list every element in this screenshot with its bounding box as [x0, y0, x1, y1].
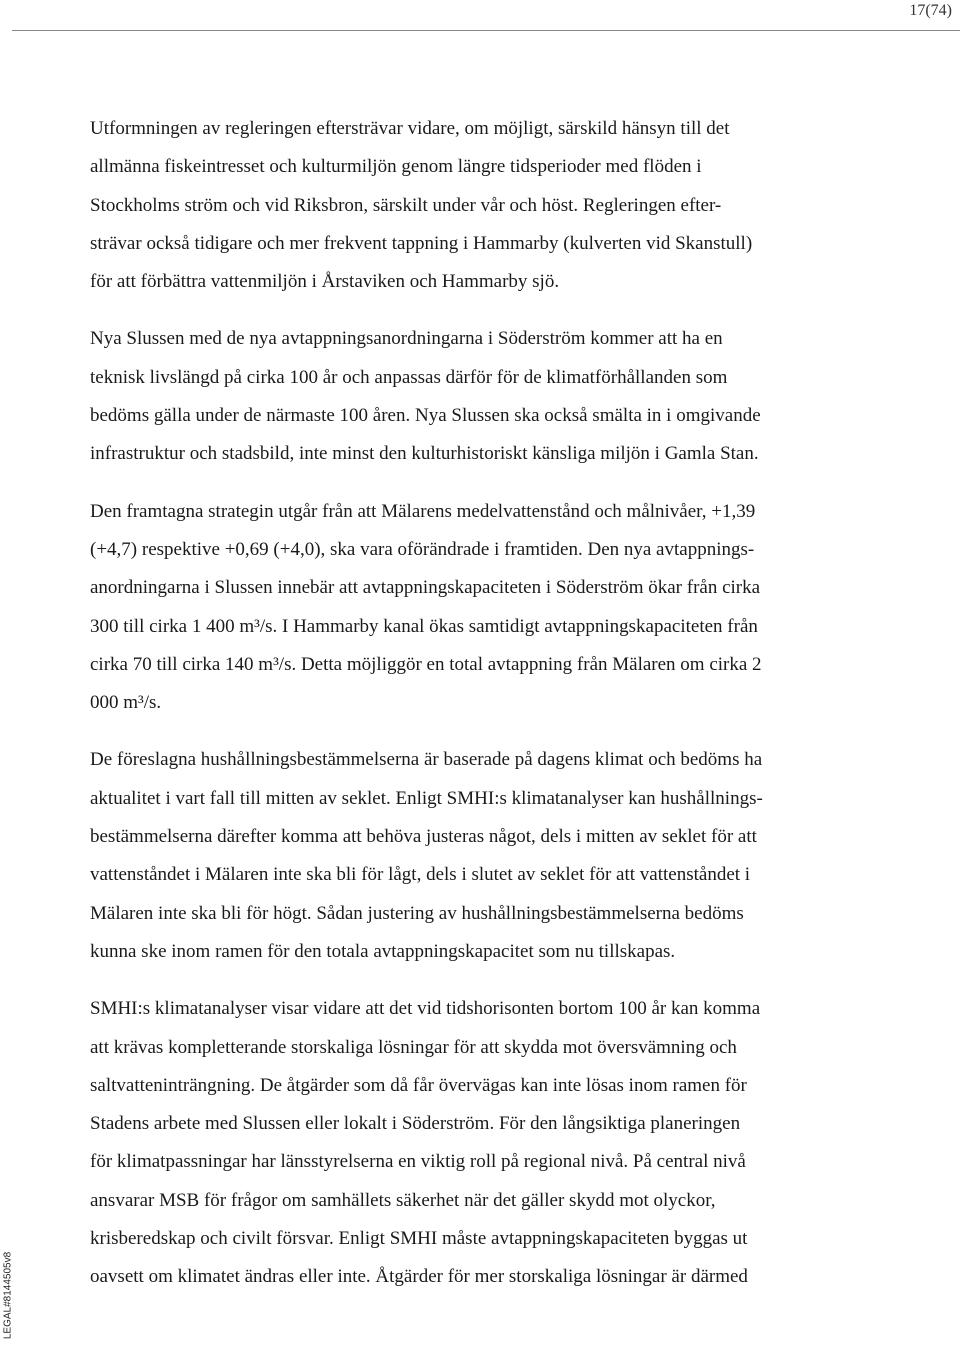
paragraph-5	[90, 990, 890, 1296]
text-line: aktualitet i vart fall till mitten av seklet. Enligt SMHI:s klimatanalyser kan hushållnings-	[90, 787, 763, 809]
page-number: 17(74)	[909, 2, 952, 19]
text-line: för klimatpassningar har länsstyrelserna en viktig roll på regional nivå. På central nivå	[90, 1151, 746, 1173]
text-line: bestämmelserna därefter komma att behöva justeras något, dels i mitten av seklet för att	[90, 826, 757, 848]
paragraph-2	[90, 320, 890, 473]
text-line: teknisk livslängd på cirka 100 år och anpassas därför för de klimatförhållanden som	[90, 366, 728, 388]
text-line: kunna ske inom ramen för den totala avtappningskapacitet som nu tillskapas.	[90, 940, 676, 962]
document-body	[90, 110, 890, 1316]
text-line: krisberedskap och civilt försvar. Enligt SMHI måste avtappningskapaciteten byggas ut	[90, 1228, 748, 1250]
document-id-stamp: LEGAL#8144505v8	[2, 1251, 14, 1340]
text-line: anordningarna i Slussen innebär att avtappningskapaciteten i Söderström ökar från cirka	[90, 577, 761, 599]
text-line: vattenståndet i Mälaren inte ska bli för lågt, dels i slutet av seklet för att vattenståndet i	[90, 864, 751, 886]
text-line: för att förbättra vattenmiljön i Årstaviken och Hammarby sjö.	[90, 271, 560, 293]
text-line: 300 till cirka 1 400 m³/s. I Hammarby kanal ökas samtidigt avtappningskapaciteten från	[90, 615, 758, 637]
text-line: SMHI:s klimatanalyser visar vidare att det vid tidshorisonten bortom 100 år kan komma	[90, 998, 761, 1020]
text-line: Utformningen av regleringen eftersträvar vidare, om möjligt, särskild hänsyn till det	[90, 118, 730, 139]
text-line: Mälaren inte ska bli för högt. Sådan justering av hushållningsbestämmelserna bedöms	[90, 902, 744, 924]
paragraph-1	[90, 110, 890, 301]
text-line: bedöms gälla under de närmaste 100 åren. Nya Slussen ska också smälta in i omgivande	[90, 405, 761, 427]
text-line: allmänna fiskeintresset och kulturmiljön genom längre tidsperioder med flöden i	[90, 156, 702, 178]
text-line: oavsett om klimatet ändras eller inte. Åtgärder för mer storskaliga lösningar är därmed	[90, 1266, 748, 1288]
text-line: saltvatteninträngning. De åtgärder som då får övervägas kan inte lösas inom ramen för	[90, 1074, 747, 1096]
text-line: infrastruktur och stadsbild, inte minst den kulturhistoriskt känsliga miljön i Gamla Stan.	[90, 443, 759, 465]
text-line: 000 m³/s.	[90, 692, 162, 714]
text-line: De föreslagna hushållningsbestämmelserna är baserade på dagens klimat och bedöms ha	[90, 749, 763, 771]
text-line: Nya Slussen med de nya avtappningsanordningarna i Söderström kommer att ha en	[90, 328, 723, 350]
text-line: att krävas kompletterande storskaliga lösningar för att skydda mot översvämning och	[90, 1036, 737, 1058]
text-line: Stadens arbete med Slussen eller lokalt i Söderström. För den långsiktiga planeringen	[90, 1113, 741, 1135]
text-line: (+4,7) respektive +0,69 (+4,0), ska vara oförändrade i framtiden. Den nya avtappnings-	[90, 538, 755, 560]
text-line: Stockholms ström och vid Riksbron, särskilt under vår och höst. Regleringen efter-	[90, 194, 722, 216]
text-line: cirka 70 till cirka 140 m³/s. Detta möjliggör en total avtappning från Mälaren om cirka 2	[90, 653, 762, 675]
paragraph-3	[90, 493, 890, 723]
header-rule	[12, 30, 960, 31]
text-line: strävar också tidigare och mer frekvent tappning i Hammarby (kulverten vid Skanstull)	[90, 232, 753, 254]
paragraph-4	[90, 741, 890, 971]
text-line: Den framtagna strategin utgår från att Mälarens medelvattenstånd och målnivåer, +1,39	[90, 500, 756, 522]
text-line: ansvarar MSB för frågor om samhällets säkerhet när det gäller skydd mot olyckor,	[90, 1189, 716, 1211]
